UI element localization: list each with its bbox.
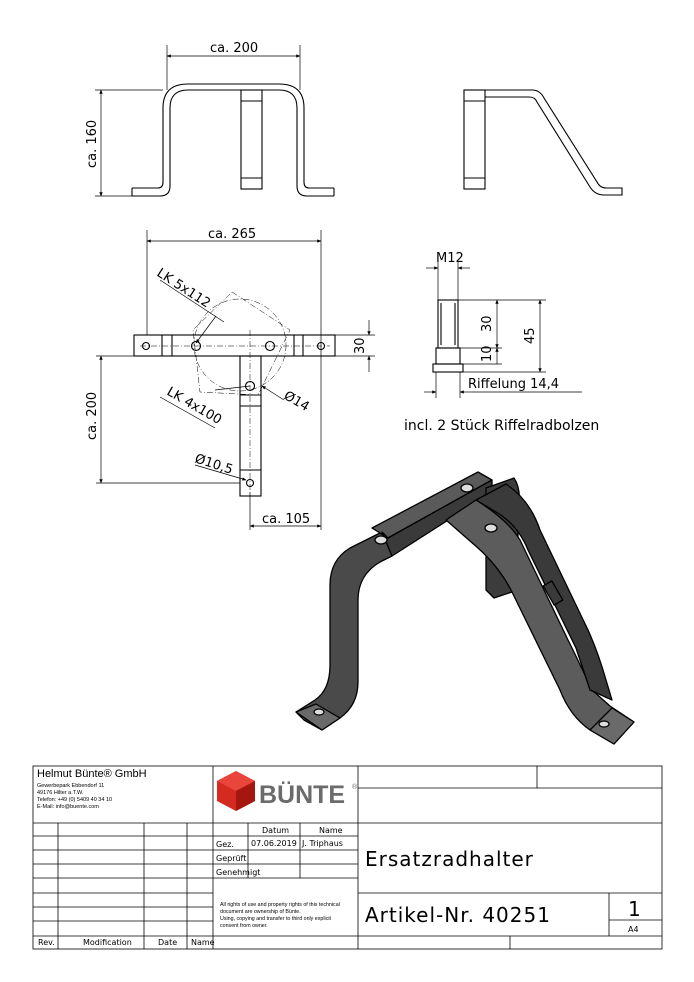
top-view [134, 335, 335, 496]
bolt-detail [433, 300, 463, 372]
col-name: Name [319, 826, 343, 835]
front-view [132, 84, 334, 196]
rev-col-name: Name [191, 938, 215, 947]
bolt-dim-30: 30 [480, 315, 495, 332]
rev-col-date: Date [158, 938, 178, 947]
label-lk5: LK 5x112 [153, 265, 213, 312]
dim-top-height: ca. 200 [85, 391, 100, 440]
drawing-title: Ersatzradhalter [365, 847, 534, 871]
sheet-format: A4 [628, 925, 639, 934]
dim-flat-30: 30 [353, 337, 368, 354]
company-name: Helmut Bünte® GmbH [37, 768, 147, 780]
dim-front-height: ca. 160 [85, 119, 100, 168]
company-address-2: 49176 Hilter a.T.W. [37, 790, 84, 796]
row-genehmigt: Genehmigt [216, 868, 261, 877]
company-address-1: Gewerbepark Ebbendorf 11 [37, 783, 105, 789]
sheet-number: 1 [628, 897, 642, 921]
label-lk4: LK 4x100 [164, 384, 225, 428]
bolt-knurl: Riffelung 14,4 [468, 377, 560, 392]
row-gez-name: J. Triphaus [302, 839, 343, 848]
bolt-note: incl. 2 Stück Riffelradbolzen [404, 418, 600, 434]
bolt-dim-45: 45 [523, 327, 538, 344]
row-geprueft: Geprüft [216, 854, 247, 863]
rights-line-1: All rights of use and property rights of this technical [220, 902, 340, 908]
company-phone: Telefon: +49 (0) 5409 40 34 10 [37, 797, 113, 803]
article-number: Artikel-Nr. 40251 [365, 903, 551, 927]
logo-wordmark: BÜNTE [259, 781, 346, 809]
row-gez-date: 07.06.2019 [251, 839, 297, 848]
rev-col-rev: Rev. [38, 938, 55, 947]
label-hole-14: Ø14 [281, 388, 312, 415]
dim-front-width: ca. 200 [210, 41, 259, 56]
rights-line-2: document are ownership of Bünte. [220, 909, 301, 915]
dim-top-offset: ca. 105 [262, 512, 311, 527]
top-view-dimensions [96, 230, 375, 530]
title-block-frame [33, 766, 662, 949]
bolt-thread: M12 [436, 251, 464, 266]
company-email: E-Mail: info@buente.com [37, 804, 99, 810]
isometric-view [296, 472, 634, 744]
label-hole-10: Ø10,5 [192, 451, 235, 478]
row-gez: Gez. [216, 840, 234, 849]
col-datum: Datum [262, 826, 290, 835]
bolt-dim-10: 10 [480, 345, 495, 362]
rights-line-3: Using, copying and transfer to third only explicit [220, 916, 331, 922]
side-view [464, 90, 622, 195]
front-dimensions [95, 45, 300, 196]
rights-line-4: consent from owner. [220, 923, 268, 929]
dim-top-width: ca. 265 [208, 227, 257, 242]
logo-registered: ® [352, 784, 358, 791]
rev-col-modification: Modification [83, 938, 132, 947]
buente-logo-mark [217, 771, 255, 811]
